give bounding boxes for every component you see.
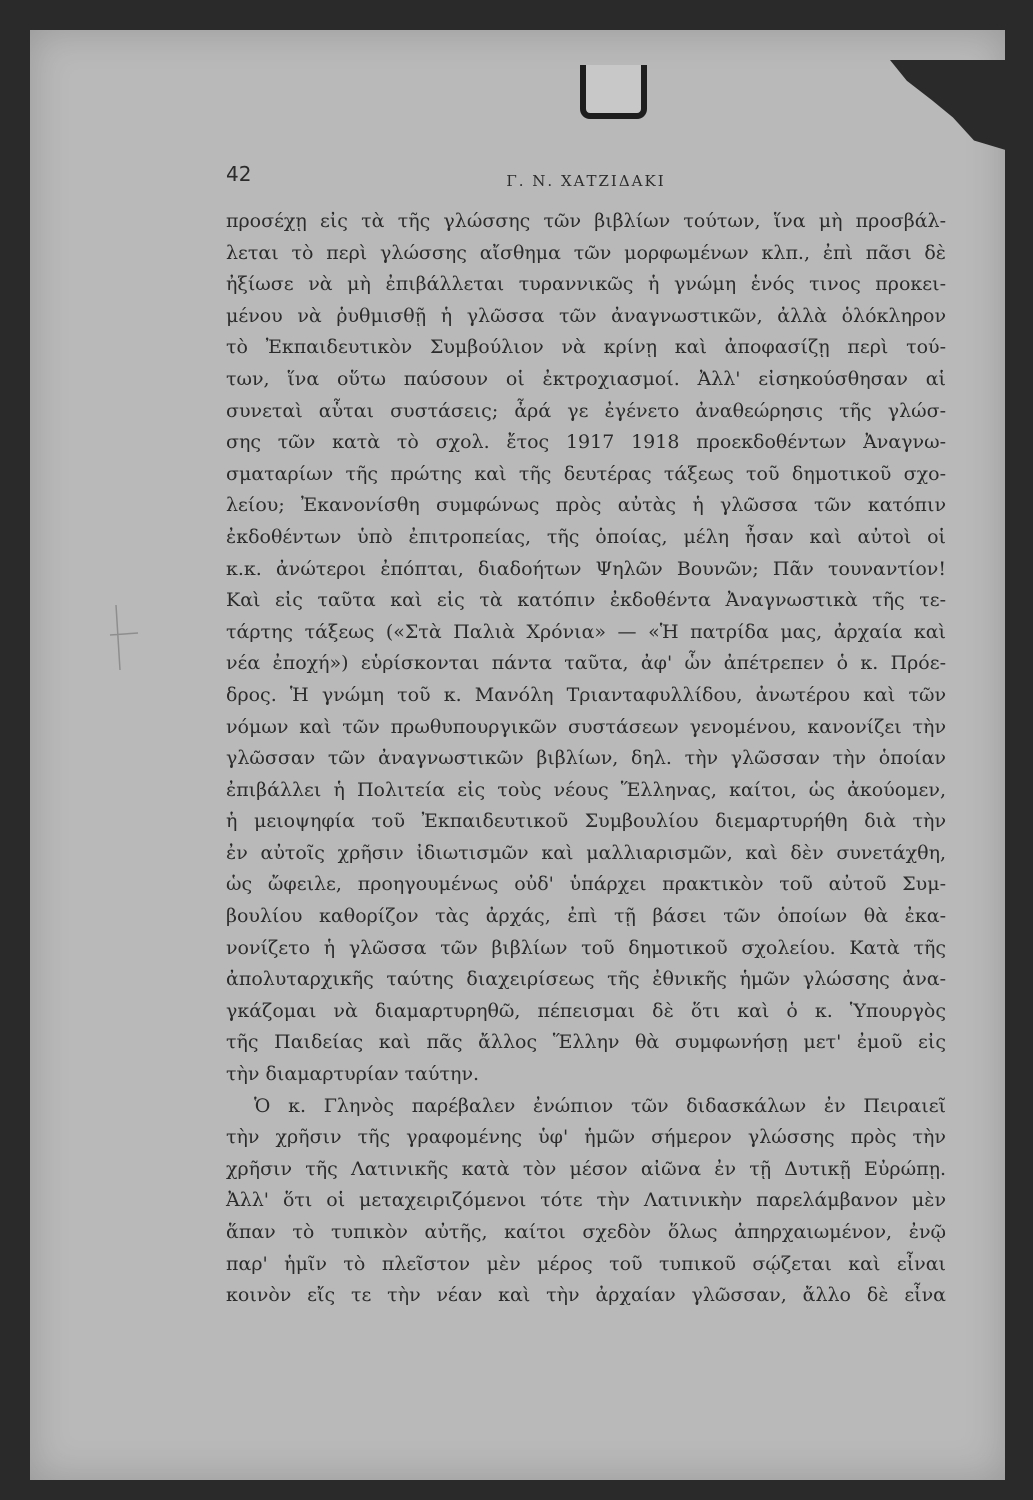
text-line: Ἀλλ' ὅτι οἱ μεταχειριζόμενοι τότε τὴν Λατινικὴν παρελάμβανον μὲν [226, 1189, 946, 1212]
text-line: μένου νὰ ῥυθμισθῇ ἡ γλῶσσα τῶν ἀναγνωστικῶν, ἀλλὰ ὁλόκληρον [226, 304, 946, 327]
text-line: ἠξίωσε νὰ μὴ ἐπιβάλλεται τυραννικῶς ἡ γνώμη ἑνός τινος προκει- [226, 273, 946, 296]
text-line: νέα ἐποχή») εὑρίσκονται πάντα ταῦτα, ἀφ' ὧν ἀπέτρεπεν ὁ κ. Πρόε- [226, 652, 946, 675]
text-line: προσέχῃ εἰς τὰ τῆς γλώσσης τῶν βιβλίων τούτων, ἵνα μὴ προσβάλ- [226, 210, 946, 232]
text-line: τὴν διαμαρτυρίαν ταύτην. [226, 1063, 480, 1086]
text-line: ἅπαν τὸ τυπικὸν αὐτῆς, καίτοι σχεδὸν ὅλως ἀπηρχαιωμένον, ἐνῷ [226, 1221, 946, 1243]
text-line: Ὁ κ. Γληνὸς παρέβαλεν ἐνώπιον τῶν διδασκάλων ἐν Πειραιεῖ [254, 1094, 946, 1117]
text-line: γκάζομαι νὰ διαμαρτυρηθῶ, πέπεισμαι δὲ ὅτι καὶ ὁ κ. Ὑπουργὸς [226, 999, 946, 1022]
text-line: ἡ μειοψηφία τοῦ Ἐκπαιδευτικοῦ Συμβουλίου διεμαρτυρήθη διὰ τὴν [226, 810, 946, 833]
torn-corner [890, 60, 1030, 175]
text-line: Καὶ εἰς ταῦτα καὶ εἰς τὰ κατόπιν ἐκδοθέντα Ἀναγνωστικὰ τῆς τε- [226, 589, 946, 612]
binding-clip [580, 65, 647, 119]
text-line: παρ' ἡμῖν τὸ πλεῖστον μὲν μέρος τοῦ τυπικοῦ σῴζεται καὶ εἶναι [226, 1252, 946, 1275]
text-line: βουλίου καθορίζον τὰς ἀρχάς, ἐπὶ τῇ βάσει τῶν ὁποίων θὰ ἐκα- [226, 905, 946, 928]
text-line: τῆς Παιδείας καὶ πᾶς ἄλλος Ἕλλην θὰ συμφωνήσῃ μετ' ἐμοῦ εἰς [226, 1031, 946, 1054]
text-line: νόμων καὶ τῶν πρωθυπουργικῶν συστάσεων γενομένου, κανονίζει τὴν [226, 715, 946, 738]
text-line: τὴν χρῆσιν τῆς γραφομένης ὑφ' ἡμῶν σήμερον γλώσσης πρὸς τὴν [226, 1126, 946, 1149]
text-line: ἐπιβάλλει ἡ Πολιτεία εἰς τοὺς νέους Ἕλληνας, καίτοι, ὡς ἀκούομεν, [226, 778, 946, 801]
text-line: γλῶσσαν τῶν ἀναγνωστικῶν βιβλίων, δηλ. τὴν γλῶσσαν τὴν ὁποίαν [226, 747, 946, 770]
text-line: χρῆσιν τῆς Λατινικῆς κατὰ τὸν μέσον αἰῶνα ἐν τῇ Δυτικῇ Εὐρώπῃ. [226, 1157, 946, 1180]
text-line: ἐν αὐτοῖς χρῆσιν ἰδιωτισμῶν καὶ μαλλιαρισμῶν, καὶ δὲν συνετάχθη, [226, 841, 946, 864]
running-head: Γ. Ν. ΧΑΤΖΙΔΑΚΙ [506, 172, 666, 190]
text-line: συνεταὶ αὗται συστάσεις; ἆρά γε ἐγένετο ἀναθεώρησις τῆς γλώσ- [226, 399, 946, 422]
text-line: τὸ Ἐκπαιδευτικὸν Συμβούλιον νὰ κρίνῃ καὶ ἀποφασίζῃ περὶ τού- [226, 336, 946, 359]
text-line: κ.κ. ἀνώτεροι ἐπόπται, διαδοήτων Ψηλῶν Βουνῶν; Πᾶν τουναντίον! [226, 557, 946, 580]
text-line: κοινὸν εἴς τε τὴν νέαν καὶ τὴν ἀρχαίαν γλῶσσαν, ἄλλο δὲ εἶνα [226, 1284, 946, 1307]
text-line: ὡς ὤφειλε, προηγουμένως οὐδ' ὑπάρχει πρακτικὸν τοῦ αὐτοῦ Συμ- [226, 873, 946, 896]
text-line: σματαρίων τῆς πρώτης καὶ τῆς δευτέρας τάξεως τοῦ δημοτικοῦ σχο- [226, 462, 946, 485]
text-line: ἐκδοθέντων ὑπὸ ἐπιτροπείας, τῆς ὁποίας, μέλη ἦσαν καὶ αὐτοὶ οἱ [226, 525, 946, 548]
page-number: 42 [226, 162, 252, 186]
text-line: των, ἵνα οὕτω παύσουν οἱ ἐκτροχιασμοί. Ἀλλ' εἰσηκούσθησαν αἱ [226, 367, 946, 390]
body-text [226, 206, 946, 1312]
page-header [226, 162, 946, 190]
text-line: λείου; Ἐκανονίσθη συμφώνως πρὸς αὐτὰς ἡ γλῶσσα τῶν κατόπιν [226, 494, 946, 517]
text-line: σης τῶν κατὰ τὸ σχολ. ἔτος 1917 1918 προεκδοθέντων Ἀναγνω- [226, 431, 946, 454]
text-line: ἀπολυταρχικῆς ταύτης διαχειρίσεως τῆς ἐθνικῆς ἡμῶν γλώσσης ἀνα- [226, 968, 946, 991]
text-line: τάρτης τάξεως («Στὰ Παλιὰ Χρόνια» — «Ἡ πατρίδα μας, ἀρχαία καὶ [226, 620, 946, 643]
text-line: λεται τὸ περὶ γλώσσης αἴσθημα τῶν μορφωμένων κλπ., ἐπὶ πᾶσι δὲ [226, 241, 946, 264]
margin-pencil-marks [108, 600, 148, 680]
text-line: νονίζετο ἡ γλῶσσα τῶν βιβλίων τοῦ δημοτικοῦ σχολείου. Κατὰ τῆς [226, 936, 946, 959]
text-line: δρος. Ἡ γνώμη τοῦ κ. Μανόλη Τριανταφυλλίδου, ἀνωτέρου καὶ τῶν [226, 683, 946, 706]
